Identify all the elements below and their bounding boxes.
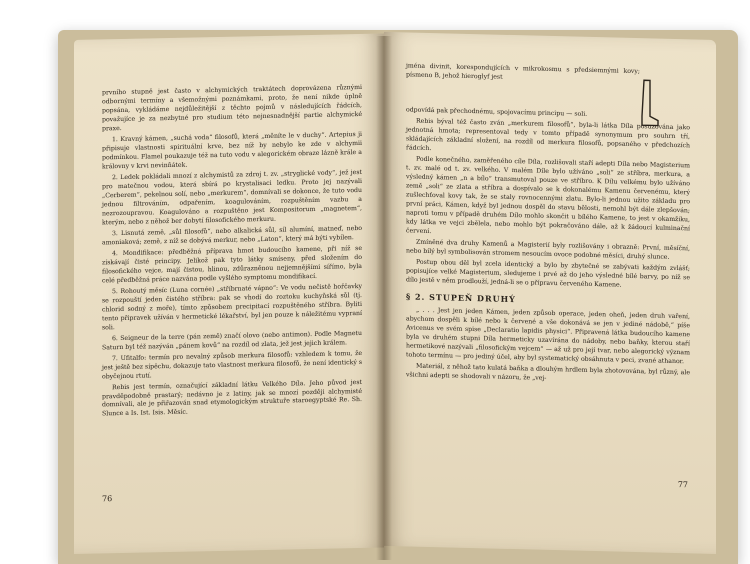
paragraph: Rebis jest termín, označující základní látku Velkého Díla. Jeho původ jest pravděpodobně prastarý; nedávno je z latiny, jak se mnozí později alchymisté domnívali, ale je přiřazován snad etymologickým struktuře staroegyptské Re. Sh. Slunce a Is. Ist. Isis. Měsíc. <box>102 378 362 418</box>
paragraph: jména divinit, korespondujících v mikrokosmu s předsiemnými kovy; písmeno B, jehož hieroglyf jest <box>406 62 640 81</box>
page-number-left: 76 <box>102 494 113 504</box>
paragraph: odpovídá pak přechodnému, spojovacímu principu — soli. <box>406 106 588 118</box>
book-spine-shadow <box>376 36 392 560</box>
paragraph: Podle konečného, zaměřeného cíle Díla, rozlišovali staří adepti Díla nebo Magisterium t. zv. malé od t. zv. velkého. V malém Díle bylo užíváno „soli“ ze stříbra, merkura, a výsledný kámen „n a bílo“ transmutoval pouze ve stříbro. K Dílu velkému bylo užíváno země „soli“ ze zlata a stříbra a dospívalo se k dokonalému Kamenu červenému, který zušlechťoval kovy tak, že se staly rovnocennými zlatu. Bylo-li jednou užito základu pro první práci, Kámen, když byl jednou dospěl do stavu bělosti, nemohl být dále zlepšován; naproti tomu v případě druhém Dílo mohlo skončit u bílého Kamene, to jest v okamžiku, kdy látka ve vejci zbělela, nebo mohlo být pokračováno dále, až k žádoucí kulminační červení. <box>406 155 690 235</box>
paragraph: 3. Lisnutá země, „sůl filosofů“, nebo alkalická sůl, síl alumíní, matneď, nebo amoniaková; země, z níž se dobývá merkur, nebo „Laton“, který má býti vybílen. <box>102 224 362 247</box>
paragraph: 4. Mondifikace: předběžná příprava hmot budoucího kamene, při níž se získávají čisté principy. Jelikož pak tyto látky smíseny, před složením do filosofického vejce, mají čistou, hlinou, zdůrazněnou nejjemnějšími sířímo, byla celé předběžná práce nazvána podle vyšlého symptomu mondifikací. <box>102 244 362 285</box>
paragraph: Zmíněné dva druhy Kamenů a Magisterií byly rozlišovány i obrazně: První, měsíční, nebo bílý byl symbolisován stromem nesoucím ovoce podobné měsíci, druhý slunce. <box>406 238 690 261</box>
paragraph: Postup obou děl byl zcela identický a bylo by zbytečné se zabývati každým zvlášť; popisujíce velké Magisterium, sledujeme i prvé až do jeho výsledné bílé barvy, po níž se dílo jestě v něm prodlouží, jedná-li se o přípravu červeného Kamene. <box>406 258 690 289</box>
paragraph: 5. Rohoutý měsíc (Luna cornée) „stříbrnaté vápno“: Ve vodu nečistě hořčavky se rozpouští jeden čistého stříbra: pak se vhodí do roztoku kuchyňská sůl (tj. chlorid sodný z moře), tímto způsobem precipitací rozpuštěného stříbra. Byliti tento připravek užíván v hermetické lékařství, byl jen pouze k náležitému vypraní soli. <box>102 282 362 332</box>
left-page-text <box>102 84 362 513</box>
paragraph: prvního stupně jest často v alchymických traktátech doprovázena různými odbornými termíny a všemožnými poznámkami, proto, že není nikde úplně popsána, vykládáme nejdůležitější z těchto pojmů v následujících řádcích, považujíce je za nezbytné pro studium této nejnesnadnější partie alchymické praxe. <box>102 83 362 133</box>
paragraph: 1. Kravný kámen, „suchá voda“ filosofů, která „měníte le v duchy“. Artepius ji připisuje vlastnosti spirituální krve, bez níž by nebylo ke zde v alchymii podmínkou. Flamel poukazuje též na tuto vodu v alegorickém obraze lázně krále a královny v krvi nevinňátek. <box>102 130 362 171</box>
right-page-text <box>406 62 690 513</box>
paragraph: 2. Ledek pokládali mnozí z alchymistů za zdroj t. zv. „stryglické vody“, jež jest pro matečnou vodou, která sbírá po krystalisaci ledku. Proto jej nazývali „Cerberem“, pekelnou solí, nebo „merkurem“, domnívali se dokonce, že tuto vodu jednou filtrováním, odpařením, koagulováním, rozpuštěním vazbu a nezrozoupravou. Koagulováno a rozpuštěno jest Kompositorum „magnetem“, kterým, nebo z něhož ber dobytí filosofického merkuru. <box>102 168 362 227</box>
section-heading: § 2. STUPEŇ DRUHÝ <box>406 291 516 304</box>
left-page <box>74 34 384 554</box>
right-page <box>384 32 716 554</box>
paragraph: 6. Seigneur de la terre (pán země) značí olovo (nebo antimon). Podle Magnetu Saturn byl též nazýván „pánem kovů“ na rozdíl od zlata, jež jest jejich králem. <box>102 329 362 351</box>
paragraph: Materiál, z něhož tato kulatá baňka a dlouhým hrdlem byla zhotovována, byl různý, ale všichni adepti se shodovali v názoru, že „vej- <box>406 362 690 383</box>
paragraph: „ . . . Jest jen jeden Kámen, jeden způsob operace, jeden oheň, jeden druh vaření, abychom dospěli k bílé nebo k červené a vše dokonává se jen v jediné nádobě,“ píše Avicenus ve svém spise „Declaratio lapidis physici“. Připravená látka budoucího kamene byla ve druhém stupni Díla hermeticky uzavírána do nádoby, nebo baňky, kterou staří hermetikové nazývali „filosofickým vejcem“ — až už pro její tvar, nebo alegorický význam tohoto termínu — pro jediný účel, aby byl systematický obsáhnuta v peci, zvané athanor. <box>406 306 690 366</box>
page-number-right: 77 <box>677 480 688 490</box>
paragraph: Rebis býval též často zván „merkurem filosofů“, byla-li látka Díla posuzována jako jednotná hmota; representoval tedy v tomto případě synonymum pro souhrn tří, skládajících základní složení, na rozdíl od merkura filosofů, popsaného v předchozích řádcích. <box>406 117 690 152</box>
paragraph: 7. Ufitalfo: termín pro nevalný způsob merkura filosofů: vzhledem k tomu, že jest ještě bez sípěchu, dokazuje tato vlastnost merkura filosofů, že není identický s obyčejnou rtutí. <box>102 349 362 380</box>
